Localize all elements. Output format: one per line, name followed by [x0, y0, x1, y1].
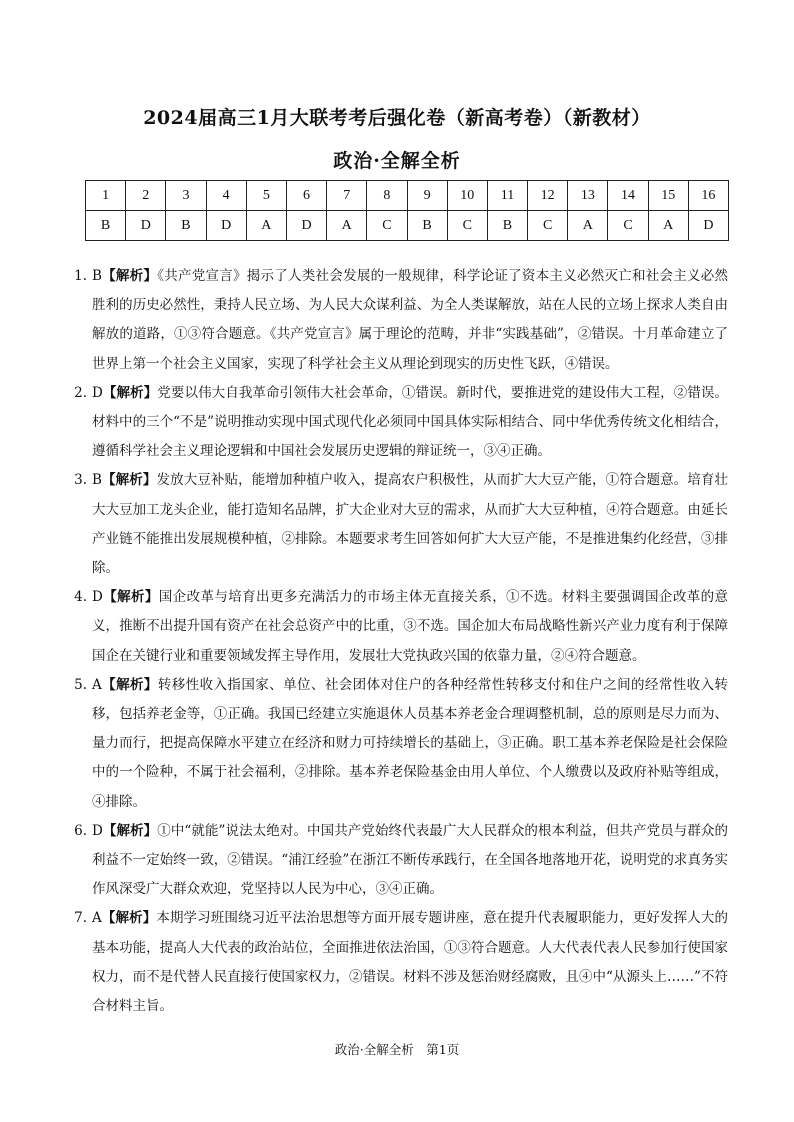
question-number: 6. — [74, 822, 87, 839]
answer-key-answer-cell: C — [528, 211, 568, 241]
answer-key-number-cell: 9 — [407, 181, 447, 211]
question-answer: B — [92, 472, 102, 489]
answer-key-answer-cell: D — [126, 211, 166, 241]
question-number: 7. — [74, 910, 87, 927]
analysis-tag: 【解析】 — [101, 268, 158, 284]
answer-key-answer-cell: A — [327, 211, 367, 241]
question-answer: D — [92, 384, 103, 401]
analysis-tag: 【解析】 — [101, 472, 157, 489]
answer-key-answer-cell: D — [206, 211, 246, 241]
answer-key-table — [85, 180, 729, 241]
question-number: 2. — [74, 384, 87, 401]
answer-key-answer-cell: C — [367, 211, 407, 241]
answer-key-number-cell: 12 — [528, 181, 568, 211]
answer-key-number-cell: 8 — [367, 181, 407, 211]
analysis-tag: 【解析】 — [101, 676, 158, 693]
explanation-item — [65, 904, 728, 1021]
explanation-item — [65, 817, 728, 905]
answer-key-number-cell: 16 — [688, 181, 728, 211]
answer-key-answer-cell: A — [246, 211, 286, 241]
explanation-body — [92, 262, 728, 379]
explanation-body — [92, 583, 728, 671]
explanation-body — [92, 904, 728, 1021]
answer-key-number-cell: 4 — [206, 181, 246, 211]
analysis-tag: 【解析】 — [102, 822, 158, 839]
explanation-text: 本期学习班围绕习近平法治思想等方面开展专题讲座，意在提升代表履职能力，更好发挥人大的基本功能，提高人大代表的政治站位，全面推进依法治国，①③符合题意。人大代表代表人民参加行使国家权力，而不是代替人民直接行使国家权力，②错误。材料不涉及惩治财经腐败，且④中“从源头上……”不符合材料主旨。 — [92, 910, 729, 1015]
explanation-text: 国企改革与培育出更多充满活力的市场主体无直接关系，①不选。材料主要强调国企改革的意义，推断不出提升国有资产在社会总资产中的比重，③不选。国企加大布局战略性新兴产业力度有利于保障国企在关键行业和重要领域发挥主导作用，发展壮大党执政兴国的依靠力量，②④符合题意。 — [92, 589, 729, 664]
answer-key-answer-cell: C — [447, 211, 487, 241]
answer-key-answer-cell: C — [608, 211, 648, 241]
explanation-item — [65, 583, 728, 671]
explanation-body — [92, 466, 728, 583]
explanation-text: ①中“就能”说法太绝对。中国共产党始终代表最广大人民群众的根本利益，但共产党员与群众的利益不一定始终一致，②错误。“浦江经验”在浙江不断传承践行，在全国各地落地开花，说明党的求真务实作风深受广大群众欢迎，党坚持以人民为中心，③④正确。 — [92, 822, 729, 898]
answer-key-answer-cell: D — [688, 211, 728, 241]
question-answer: D — [92, 589, 103, 606]
question-answer: A — [92, 676, 102, 693]
answer-key-number-cell: 2 — [126, 181, 166, 211]
analysis-tag: 【解析】 — [102, 384, 158, 401]
explanation-item — [65, 379, 728, 467]
answer-key-number-cell: 15 — [648, 181, 688, 211]
explanation-text: 发放大豆补贴，能增加种植户收入，提高农户积极性，从而扩大大豆产能，①符合题意。培育壮大大豆加工龙头企业，能打造知名品牌，扩大企业对大豆的需求，从而扩大大豆种植，④符合题意。由延长产业链不能推出发展规模种植，②排除。本题要求考生回答如何扩大大豆产能，不是推进集约化经营，③排除。 — [92, 472, 729, 577]
explanation-item — [65, 671, 728, 817]
answer-key-answer-cell: D — [286, 211, 326, 241]
explanation-item — [65, 262, 728, 379]
answer-key-number-cell: 14 — [608, 181, 648, 211]
explanation-text: 转移性收入指国家、单位、社会团体对住户的各种经常性转移支付和住户之间的经常性收入转移，包括养老金等，①正确。我国已经建立实施退休人员基本养老金合理调整机制，总的原则是尽力而为、量力而行，把提高保障水平建立在经济和财力可持续增长的基础上，③正确。职工基本养老保险是社会保险中的一个险种，不属于社会福利，②排除。基本养老保险基金由用人单位、个人缴费以及政府补贴等组成，④排除。 — [92, 676, 729, 810]
answer-key-number-cell: 13 — [568, 181, 608, 211]
answer-key-number-cell: 5 — [246, 181, 286, 211]
analysis-tag: 【解析】 — [102, 589, 159, 606]
answer-key-answer-cell: A — [648, 211, 688, 241]
page-footer: 政治·全解全析 第1页 — [334, 1042, 460, 1057]
answer-key-answer-cell: A — [568, 211, 608, 241]
explanations-list — [65, 262, 728, 1021]
answer-key-number-cell: 11 — [487, 181, 527, 211]
answer-key-number-cell: 7 — [327, 181, 367, 211]
explanation-body — [92, 817, 728, 905]
question-number: 4. — [74, 589, 87, 606]
question-number: 5. — [74, 676, 87, 693]
answer-key-answer-cell: B — [166, 211, 206, 241]
question-number: 3. — [74, 472, 87, 489]
answer-key-answer-row — [86, 211, 729, 241]
question-number: 1. — [74, 268, 87, 284]
explanation-item — [65, 466, 728, 583]
question-answer: D — [92, 822, 103, 839]
answer-key-number-cell: 10 — [447, 181, 487, 211]
analysis-tag: 【解析】 — [101, 910, 157, 927]
explanation-text: 党要以伟大自我革命引领伟大社会革命，①错误。新时代，要推进党的建设伟大工程，②错误。材料中的三个“不是”说明推动实现中国式现代化必须同中国具体实际相结合、同中华优秀传统文化相结合，遵循科学社会主义理论逻辑和中国社会发展历史逻辑的辩证统一，③④正确。 — [92, 384, 729, 460]
question-answer: A — [92, 910, 102, 927]
explanation-body — [92, 671, 728, 817]
explanation-body — [92, 379, 728, 467]
answer-key-number-cell: 6 — [286, 181, 326, 211]
question-answer: B — [92, 268, 102, 284]
explanation-text: 《共产党宣言》揭示了人类社会发展的一般规律，科学论证了资本主义必然灭亡和社会主义必然胜利的历史必然性，秉持人民立场、为人民大众谋利益、为全人类谋解放，站在人民的立场上探求人类自由解放的道路，①③符合题意。《共产党宣言》属于理论的范畴，并非“实践基础”，②错误。十月革命建立了世界上第一个社会主义国家，实现了科学社会主义从理论到现实的历史性飞跃，④错误。 — [92, 268, 729, 372]
answer-key-answer-cell: B — [487, 211, 527, 241]
document-subtitle: 政治·全解全析 — [333, 150, 461, 172]
answer-key-number-cell: 3 — [166, 181, 206, 211]
answer-key-number-cell: 1 — [86, 181, 126, 211]
answer-key-answer-cell: B — [86, 211, 126, 241]
answer-key-number-row — [86, 181, 729, 211]
document-title: 2024届高三1月大联考考后强化卷（新高考卷）（新教材） — [143, 107, 651, 129]
answer-key-answer-cell: B — [407, 211, 447, 241]
